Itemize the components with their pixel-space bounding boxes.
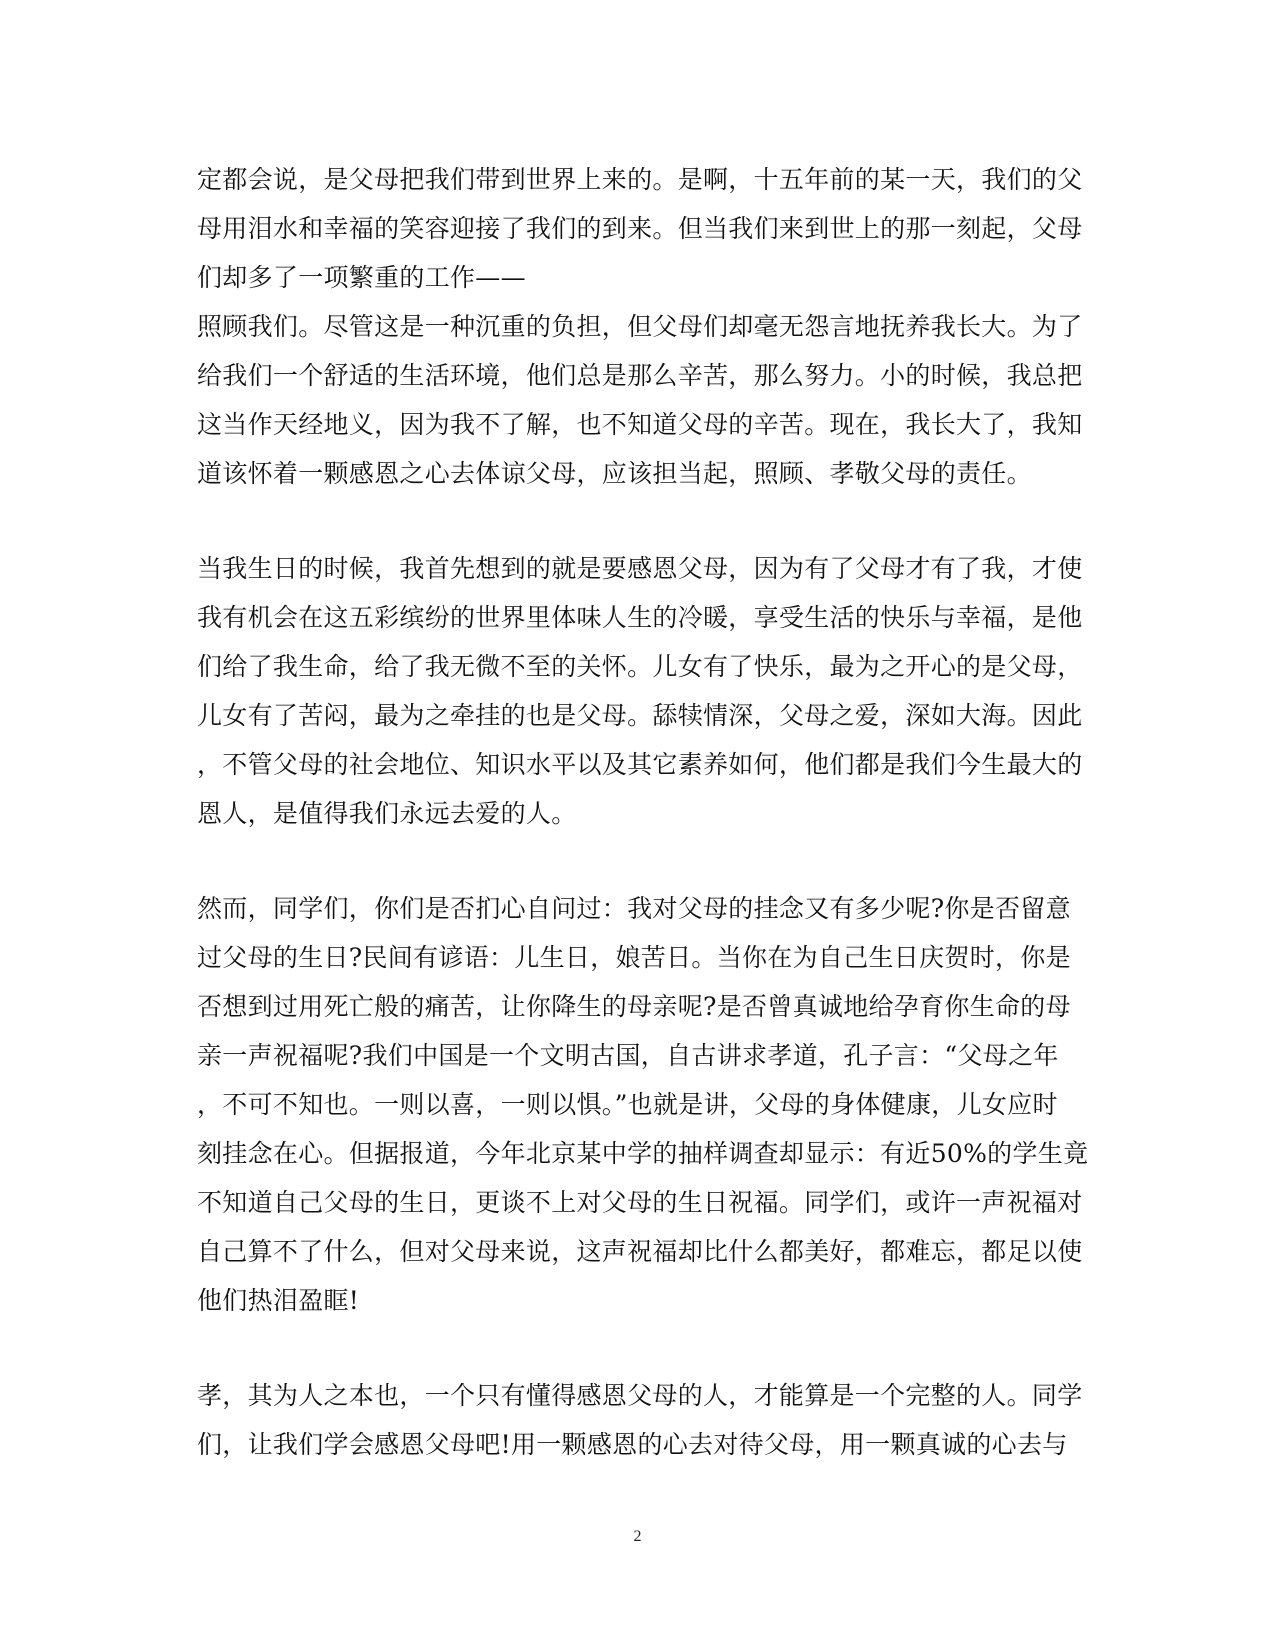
text-line: 然而，同学们，你们是否扪心自问过：我对父母的挂念又有多少呢?你是否留意 (197, 894, 1071, 923)
text-line: 过父母的生日?民间有谚语：儿生日，娘苦日。当你在为自己生日庆贺时，你是 (197, 943, 1071, 972)
paragraph-1 (197, 155, 1083, 498)
text-line: 否想到过用死亡般的痛苦，让你降生的母亲呢?是否曾真诚地给孕育你生命的母 (197, 992, 1071, 1021)
text-line: 定都会说，是父母把我们带到世界上来的。是啊，十五年前的某一天，我们的父 (197, 165, 1083, 194)
text-line: 这当作天经地义，因为我不了解，也不知道父母的辛苦。现在，我长大了，我知 (197, 410, 1083, 439)
paragraph-3 (197, 884, 1089, 1325)
text-line: 们却多了一项繁重的工作—— (197, 263, 526, 292)
text-line: 不知道自己父母的生日，更谈不上对父母的生日祝福。同学们，或许一声祝福对 (197, 1188, 1083, 1217)
paragraph-4 (197, 1371, 1083, 1469)
text-line: 亲一声祝福呢?我们中国是一个文明古国，自古讲求孝道，孔子言：“父母之年 (197, 1041, 1059, 1070)
text-line: 母用泪水和幸福的笑容迎接了我们的到来。但当我们来到世上的那一刻起，父母 (197, 214, 1083, 243)
text-line: 给我们一个舒适的生活环境，他们总是那么辛苦，那么努力。小的时候，我总把 (197, 361, 1083, 390)
text-line: 孝，其为人之本也，一个只有懂得感恩父母的人，才能算是一个完整的人。同学 (197, 1381, 1083, 1410)
document-body (197, 155, 1089, 1469)
paragraph-spacer (197, 1325, 1077, 1371)
paragraph-spacer (197, 498, 1077, 544)
paragraph-2 (197, 544, 1083, 838)
text-line: 刻挂念在心。但据报道，今年北京某中学的抽样调查却显示：有近50%的学生竟 (197, 1139, 1089, 1168)
text-line: 自己算不了什么，但对父母来说，这声祝福却比什么都美好，都难忘，都足以使 (197, 1237, 1083, 1266)
paragraph-spacer (197, 838, 1077, 884)
text-line: 他们热泪盈眶! (197, 1286, 360, 1315)
text-line: 恩人，是值得我们永远去爱的人。 (197, 799, 577, 828)
text-line: ，不可不知也。一则以喜，一则以惧。”也就是讲，父母的身体健康，儿女应时 (197, 1090, 1058, 1119)
page-number: 2 (633, 1528, 642, 1545)
text-line: ，不管父母的社会地位、知识水平以及其它素养如何，他们都是我们今生最大的 (197, 750, 1083, 779)
text-line: 照顾我们。尽管这是一种沉重的负担，但父母们却毫无怨言地抚养我长大。为了 (197, 312, 1083, 341)
text-line: 我有机会在这五彩缤纷的世界里体味人生的冷暖，享受生活的快乐与幸福，是他 (197, 603, 1083, 632)
text-line: 儿女有了苦闷，最为之牵挂的也是父母。舔犊情深，父母之爱，深如大海。因此 (197, 701, 1083, 730)
text-line: 们给了我生命，给了我无微不至的关怀。儿女有了快乐，最为之开心的是父母， (197, 652, 1083, 681)
text-line: 当我生日的时候，我首先想到的就是要感恩父母，因为有了父母才有了我，才使 (197, 554, 1083, 583)
text-line: 道该怀着一颗感恩之心去体谅父母，应该担当起，照顾、孝敬父母的责任。 (197, 459, 1032, 488)
text-line: 们，让我们学会感恩父母吧!用一颗感恩的心去对待父母，用一颗真诚的心去与 (197, 1430, 1068, 1459)
